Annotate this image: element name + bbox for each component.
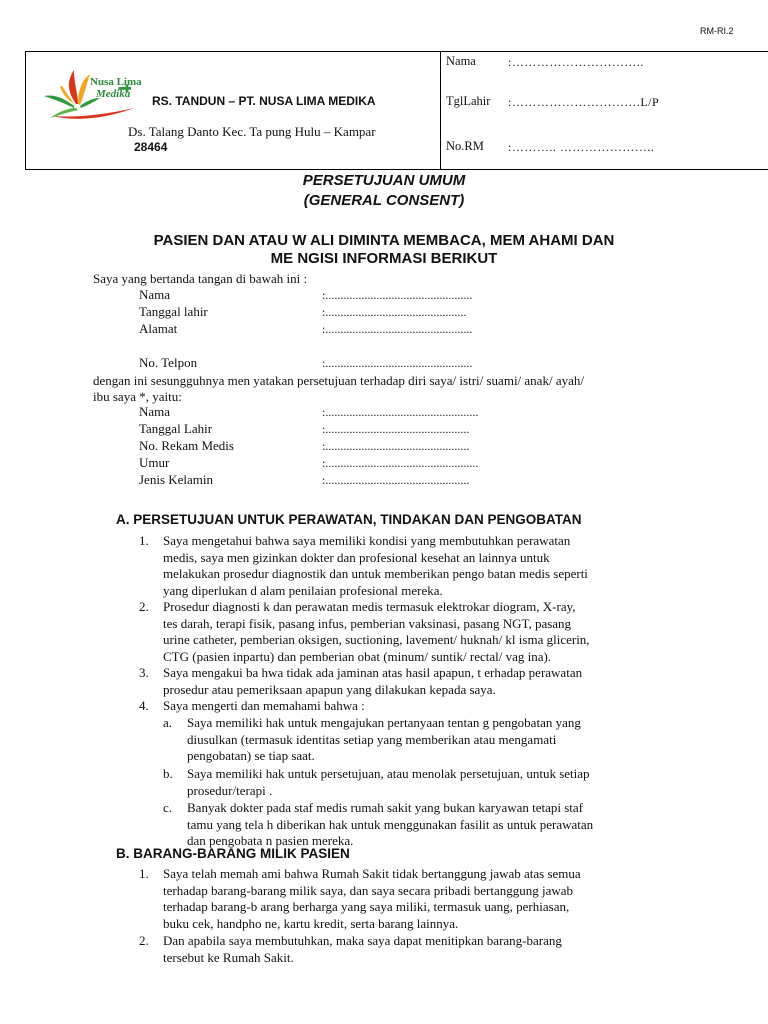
patient-label-nama: Nama [139,404,171,419]
header-field-label-nama: Nama [446,54,476,68]
patient-label-rekam-medis: No. Rekam Medis [139,438,234,453]
statement-line-2: ibu saya *, yaitu: [93,389,182,404]
signer-input-telpon[interactable]: :................................................. [322,356,473,370]
section-b-item-number: 1. [139,866,149,881]
header-box [25,51,768,170]
signer-label-tanggal-lahir: Tanggal lahir [139,304,208,319]
patient-input-jenis-kelamin[interactable]: :................................................ [322,473,470,487]
section-b-item-number: 2. [139,933,149,948]
patient-input-nama[interactable]: :................................................... [322,405,479,419]
section-a-item-number: 1. [139,533,149,548]
instruction-line-2: ME NGISI INFORMASI BERIKUT [270,250,498,267]
section-a-subitem-letter: c. [163,800,173,815]
header-field-value-nama[interactable]: :………………………….. [508,55,644,69]
section-a-item-number: 3. [139,665,149,680]
section-a-item-4: Saya mengerti dan memahami bahwa : [163,698,365,713]
section-a-subitem-a: Saya memiliki hak untuk mengajukan pertanyaan tentan g pengobatan yang diusulkan (termasuk identitas setiap yang memberikan atau mengamati pengobatan) se tiap saat. [187,715,581,763]
svg-text:Nusa Lima: Nusa Lima [90,76,142,88]
section-a-item-1: Saya mengetahui bahwa saya memiliki kondisi yang membutuhkan perawatan medis, saya men gizinkan dokter dan profesional kesehat an lainnya untuk melakukan prosedur diagnostik dan untuk memberikan pengo batan medis seperti yang diperlukan d alam penilaian profesional mereka. [163,533,588,598]
section-a-subitem-letter: a. [163,715,173,730]
document-code: RM-RI.2 [700,26,734,36]
patient-label-tanggal-lahir: Tanggal Lahir [139,421,213,436]
signer-input-alamat[interactable]: :................................................. [322,322,473,336]
hospital-address: Ds. Talang Danto Kec. Ta pung Hulu – Kampar [128,124,376,139]
section-a-subitem-c: Banyak dokter pada staf medis rumah sakit yang bukan karyawan tetapi staf tamu yang tela h diberikan hak untuk menggunakan fasilit as untuk perawatan dan pengobata n pasien mereka. [187,800,594,848]
section-a-item-3: Saya mengakui ba hwa tidak ada jaminan atas hasil apapun, t erhadap perawatan prosedur atau pemeriksaan apapun yang dilakukan kepada saya. [163,665,583,697]
signer-intro: Saya yang bertanda tangan di bawah ini : [93,271,308,286]
patient-input-tanggal-lahir[interactable]: :................................................ [322,422,470,436]
header-field-label-tgllahir: TglLahir [446,94,491,108]
section-b-heading: B. BARANG-BARANG MILIK PASIEN [116,846,350,861]
patient-input-umur[interactable]: :................................................... [322,456,479,470]
signer-label-alamat: Alamat [139,321,178,336]
section-a-item-2: Prosedur diagnosti k dan perawatan medis termasuk elektrokar diogram, X-ray, tes darah, terapi fisik, pasang infus, pemberian vaksinasi, pasang NGT, pasang urine catheter, pemberian oksigen, suctioning, lavement/ huknah/ kl isma glicerin, CTG (pasien inpartu) dan pemberian obat (minum/ suntik/ rectal/ vag ina). [163,599,590,664]
patient-input-rekam-medis[interactable]: :................................................ [322,439,470,453]
header-field-value-norm[interactable]: :……….. ………………….. [508,140,655,154]
header-divider [440,52,441,169]
hospital-zip: 28464 [134,140,168,154]
section-b-item-1: Saya telah memah ami bahwa Rumah Sakit tidak bertanggung jawab atas semua terhadap barang-barang milik saya, dan saya secara pribadi bertanggung jawab terhadap barang-b arang berharga yang saya miliki, termasuk uang, perhiasan, buku cek, handpho ne, kartu kredit, serta barang lainnya. [163,866,581,931]
hospital-name: RS. TANDUN – PT. NUSA LIMA MEDIKA [152,94,376,108]
signer-label-nama: Nama [139,287,171,302]
header-field-value-tgllahir[interactable]: :………………………….L/P [508,95,660,109]
signer-label-telpon: No. Telpon [139,355,198,370]
statement-line-1: dengan ini sesungguhnya men yatakan persetujuan terhadap diri saya/ istri/ suami/ anak/ ayah/ [93,373,584,388]
signer-input-nama[interactable]: :................................................. [322,288,473,302]
section-a-item-number: 2. [139,599,149,614]
signer-input-tanggal-lahir[interactable]: :............................................... [322,305,467,319]
patient-label-umur: Umur [139,455,170,470]
instruction-line-1: PASIEN DAN ATAU W ALI DIMINTA MEMBACA, MEM AHAMI DAN [153,232,615,249]
hospital-logo [38,64,148,124]
section-a-subitem-b: Saya memiliki hak untuk persetujuan, atau menolak persetujuan, untuk setiap prosedur/terapi . [187,766,590,798]
header-field-label-norm: No.RM [446,139,484,153]
patient-label-jenis-kelamin: Jenis Kelamin [139,472,214,487]
section-a-item-number: 4. [139,698,149,713]
document-title: PERSETUJUAN UMUM [302,172,466,189]
svg-text:Medika: Medika [96,88,131,100]
section-a-heading: A. PERSETUJUAN UNTUK PERAWATAN, TINDAKAN DAN PENGOBATAN [116,512,582,527]
section-b-item-2: Dan apabila saya membutuhkan, maka saya dapat menitipkan barang-barang tersebut ke Rumah Sakit. [163,933,562,965]
document-subtitle: (GENERAL CONSENT) [303,192,465,209]
section-a-subitem-letter: b. [163,766,173,781]
